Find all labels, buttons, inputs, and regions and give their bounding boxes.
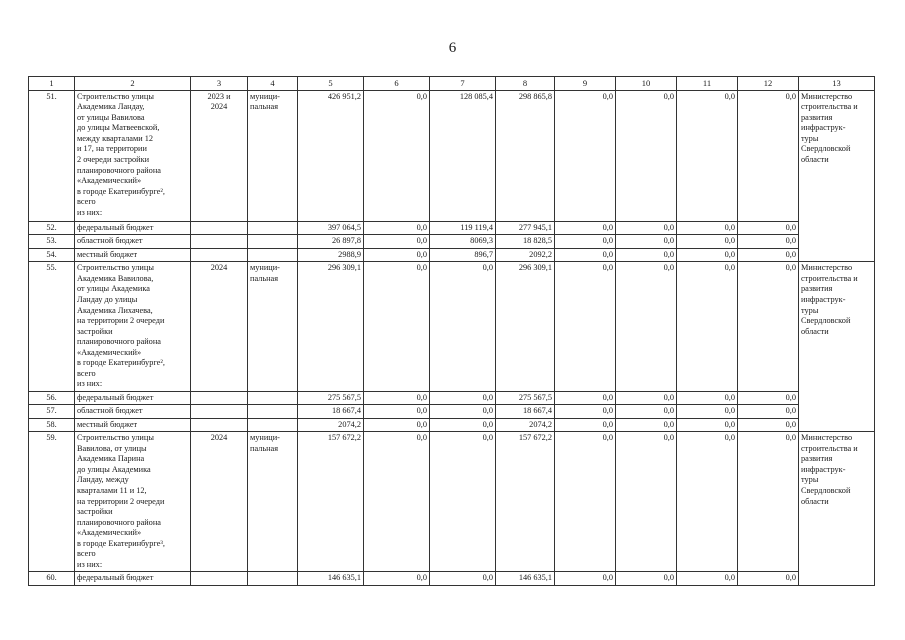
value-cell: 0,0: [616, 262, 677, 391]
value-cell: 146 635,1: [298, 572, 364, 586]
value-cell: 896,7: [430, 248, 496, 262]
value-cell: 18 667,4: [496, 405, 555, 419]
value-cell: 277 945,1: [496, 221, 555, 235]
table-row: [29, 405, 875, 419]
empty-cell: [191, 418, 248, 432]
value-cell: 0,0: [738, 90, 799, 221]
empty-cell: [191, 572, 248, 586]
value-cell: 296 309,1: [298, 262, 364, 391]
budget-label: федеральный бюджет: [75, 221, 191, 235]
value-cell: 0,0: [364, 235, 430, 249]
project-type: муници- пальная: [248, 432, 298, 572]
value-cell: 0,0: [677, 432, 738, 572]
empty-cell: [191, 221, 248, 235]
value-cell: 0,0: [555, 90, 616, 221]
column-number: 5: [298, 77, 364, 91]
value-cell: 0,0: [616, 235, 677, 249]
value-cell: 0,0: [555, 391, 616, 405]
value-cell: 0,0: [616, 432, 677, 572]
value-cell: 298 865,8: [496, 90, 555, 221]
value-cell: 128 085,4: [430, 90, 496, 221]
value-cell: 0,0: [430, 418, 496, 432]
budget-label: федеральный бюджет: [75, 391, 191, 405]
empty-cell: [248, 235, 298, 249]
value-cell: 18 828,5: [496, 235, 555, 249]
value-cell: 0,0: [677, 248, 738, 262]
project-type: муници- пальная: [248, 90, 298, 221]
column-number: 10: [616, 77, 677, 91]
value-cell: 0,0: [616, 391, 677, 405]
value-cell: 2074,2: [496, 418, 555, 432]
value-cell: 0,0: [555, 262, 616, 391]
value-cell: 0,0: [364, 418, 430, 432]
budget-label: местный бюджет: [75, 248, 191, 262]
column-number: 4: [248, 77, 298, 91]
row-number: 60.: [29, 572, 75, 586]
value-cell: 296 309,1: [496, 262, 555, 391]
value-cell: 0,0: [555, 572, 616, 586]
value-cell: 0,0: [677, 572, 738, 586]
value-cell: 0,0: [738, 418, 799, 432]
value-cell: 0,0: [555, 432, 616, 572]
row-number: 58.: [29, 418, 75, 432]
column-number: 2: [75, 77, 191, 91]
value-cell: 0,0: [430, 432, 496, 572]
value-cell: 0,0: [738, 235, 799, 249]
row-number: 55.: [29, 262, 75, 391]
value-cell: 0,0: [364, 432, 430, 572]
value-cell: 0,0: [364, 90, 430, 221]
value-cell: 2074,2: [298, 418, 364, 432]
value-cell: 426 951,2: [298, 90, 364, 221]
project-name: Строительство улицы Академика Вавилова, от улицы Академика Ландау до улицы Академика Лихачева, на территории 2 очереди застройки планировочного района «Академический» в городе Екатеринбурге², всего из них:: [75, 262, 191, 391]
budget-label: местный бюджет: [75, 418, 191, 432]
value-cell: 0,0: [616, 221, 677, 235]
empty-cell: [248, 572, 298, 586]
value-cell: 0,0: [738, 432, 799, 572]
empty-cell: [191, 248, 248, 262]
value-cell: 0,0: [738, 262, 799, 391]
value-cell: 0,0: [677, 418, 738, 432]
value-cell: 0,0: [738, 391, 799, 405]
value-cell: 2988,9: [298, 248, 364, 262]
column-number: 8: [496, 77, 555, 91]
value-cell: 0,0: [364, 572, 430, 586]
project-years: 2024: [191, 432, 248, 572]
value-cell: 0,0: [364, 391, 430, 405]
responsible-agency: Министерство строительства и развития инфраструк- туры Свердловской области: [799, 432, 875, 586]
value-cell: 2092,2: [496, 248, 555, 262]
value-cell: 275 567,5: [496, 391, 555, 405]
column-number: 11: [677, 77, 738, 91]
funding-table: [28, 76, 875, 586]
value-cell: 0,0: [738, 405, 799, 419]
project-years: 2024: [191, 262, 248, 391]
value-cell: 0,0: [677, 405, 738, 419]
budget-label: федеральный бюджет: [75, 572, 191, 586]
value-cell: 0,0: [430, 391, 496, 405]
column-number-row: [29, 77, 875, 91]
row-number: 52.: [29, 221, 75, 235]
value-cell: 0,0: [738, 248, 799, 262]
value-cell: 8069,3: [430, 235, 496, 249]
project-name: Строительство улицы Вавилова, от улицы Академика Парина до улицы Академика Ландау, между кварталами 11 и 12, на территории 2 очереди застройки планировочного района «Академический» в городе Екатеринбурге³, всего из них:: [75, 432, 191, 572]
project-type: муници- пальная: [248, 262, 298, 391]
value-cell: 146 635,1: [496, 572, 555, 586]
value-cell: 0,0: [364, 221, 430, 235]
value-cell: 397 064,5: [298, 221, 364, 235]
value-cell: 157 672,2: [496, 432, 555, 572]
responsible-agency: Министерство строительства и развития инфраструк- туры Свердловской области: [799, 90, 875, 262]
value-cell: 0,0: [555, 221, 616, 235]
row-number: 53.: [29, 235, 75, 249]
column-number: 9: [555, 77, 616, 91]
value-cell: 0,0: [738, 572, 799, 586]
value-cell: 0,0: [677, 235, 738, 249]
row-number: 59.: [29, 432, 75, 572]
value-cell: 0,0: [616, 248, 677, 262]
value-cell: 0,0: [616, 418, 677, 432]
column-number: 6: [364, 77, 430, 91]
value-cell: 275 567,5: [298, 391, 364, 405]
value-cell: 0,0: [616, 572, 677, 586]
budget-label: областной бюджет: [75, 405, 191, 419]
column-number: 3: [191, 77, 248, 91]
value-cell: 0,0: [616, 405, 677, 419]
column-number: 7: [430, 77, 496, 91]
page-number: 6: [448, 40, 457, 56]
column-number: 12: [738, 77, 799, 91]
empty-cell: [191, 235, 248, 249]
value-cell: 0,0: [430, 405, 496, 419]
column-number: 13: [799, 77, 875, 91]
value-cell: 0,0: [555, 235, 616, 249]
table-row: [29, 90, 875, 221]
value-cell: 0,0: [364, 262, 430, 391]
budget-label: областной бюджет: [75, 235, 191, 249]
empty-cell: [248, 391, 298, 405]
table-row: [29, 432, 875, 572]
empty-cell: [191, 391, 248, 405]
value-cell: 119 119,4: [430, 221, 496, 235]
row-number: 54.: [29, 248, 75, 262]
empty-cell: [248, 248, 298, 262]
value-cell: 0,0: [677, 90, 738, 221]
value-cell: 0,0: [738, 221, 799, 235]
value-cell: 26 897,8: [298, 235, 364, 249]
value-cell: 0,0: [364, 405, 430, 419]
value-cell: 0,0: [364, 248, 430, 262]
value-cell: 0,0: [677, 221, 738, 235]
value-cell: 0,0: [677, 262, 738, 391]
empty-cell: [248, 418, 298, 432]
row-number: 51.: [29, 90, 75, 221]
value-cell: 0,0: [555, 418, 616, 432]
empty-cell: [248, 405, 298, 419]
value-cell: 0,0: [555, 405, 616, 419]
value-cell: 0,0: [555, 248, 616, 262]
row-number: 57.: [29, 405, 75, 419]
value-cell: 0,0: [430, 572, 496, 586]
project-years: 2023 и 2024: [191, 90, 248, 221]
value-cell: 157 672,2: [298, 432, 364, 572]
table-row: [29, 418, 875, 432]
value-cell: 0,0: [616, 90, 677, 221]
project-name: Строительство улицы Академика Ландау, от улицы Вавилова до улицы Матвеевской, между кварталами 12 и 17, на территории 2 очереди застройки планировочного района «Академический» в городе Екатеринбурге², всего из них:: [75, 90, 191, 221]
value-cell: 18 667,4: [298, 405, 364, 419]
table-row: [29, 235, 875, 249]
table-row: [29, 391, 875, 405]
table-row: [29, 572, 875, 586]
table-row: [29, 248, 875, 262]
table-row: [29, 221, 875, 235]
table-row: [29, 262, 875, 391]
row-number: 56.: [29, 391, 75, 405]
value-cell: 0,0: [677, 391, 738, 405]
empty-cell: [191, 405, 248, 419]
column-number: 1: [29, 77, 75, 91]
empty-cell: [248, 221, 298, 235]
responsible-agency: Министерство строительства и развития инфраструк- туры Свердловской области: [799, 262, 875, 432]
value-cell: 0,0: [430, 262, 496, 391]
